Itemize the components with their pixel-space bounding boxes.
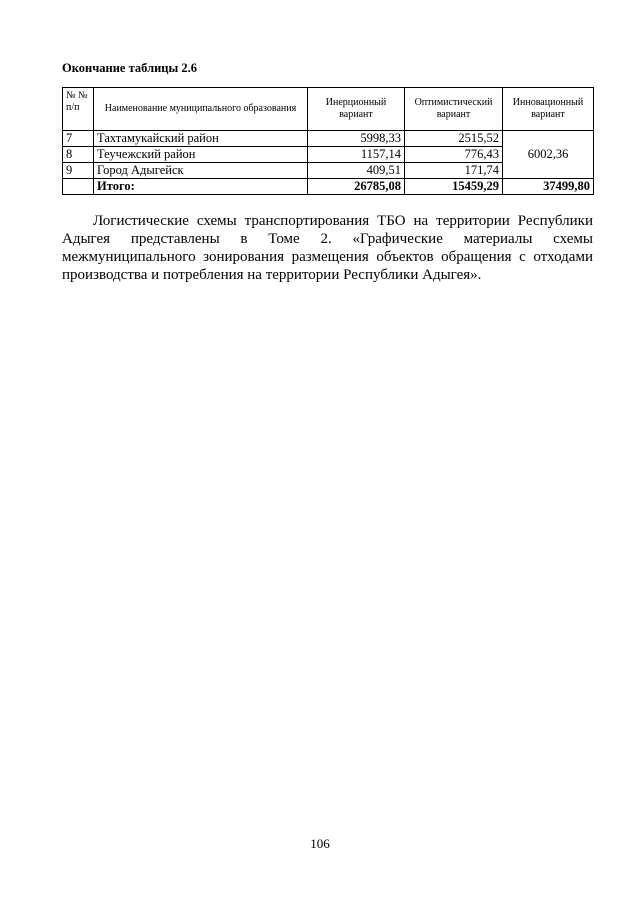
row-optimistic: 2515,52 (405, 131, 503, 147)
total-innovative: 37499,80 (503, 179, 594, 195)
row-name: Тахтамукайский район (94, 131, 308, 147)
row-name: Город Адыгейск (94, 163, 308, 179)
row-inertial: 409,51 (308, 163, 405, 179)
row-num: 7 (63, 131, 94, 147)
data-table (62, 87, 594, 195)
row-num: 9 (63, 163, 94, 179)
table-header-row (63, 88, 594, 131)
row-optimistic: 171,74 (405, 163, 503, 179)
merged-innovative-cell: 6002,36 (503, 131, 594, 179)
row-num: 8 (63, 147, 94, 163)
header-optimistic: Оптимистический вариант (405, 88, 503, 131)
table-caption: Окончание таблицы 2.6 (62, 61, 197, 75)
row-inertial: 5998,33 (308, 131, 405, 147)
row-optimistic: 776,43 (405, 147, 503, 163)
header-num: № № п/п (63, 88, 94, 131)
total-optimistic: 15459,29 (405, 179, 503, 195)
row-inertial: 1157,14 (308, 147, 405, 163)
total-row (63, 179, 594, 195)
row-name: Теучежский район (94, 147, 308, 163)
page-number: 106 (310, 836, 330, 851)
header-innovative: Инновационный вариант (503, 88, 594, 131)
table-row (63, 131, 594, 147)
body-paragraph: Логистические схемы транспортирования ТБО на территории Республики Адыгея представлены в Томе 2. «Графические материалы схемы межмуниципального зонирования размещения объектов обращения с отходами производства и потребления на территории Республики Адыгея». (62, 213, 593, 283)
header-inertial: Инерционный вариант (308, 88, 405, 131)
total-inertial: 26785,08 (308, 179, 405, 195)
header-name: Наименование муниципального образования (94, 88, 308, 131)
total-num-cell (63, 179, 94, 195)
total-label: Итого: (94, 179, 308, 195)
